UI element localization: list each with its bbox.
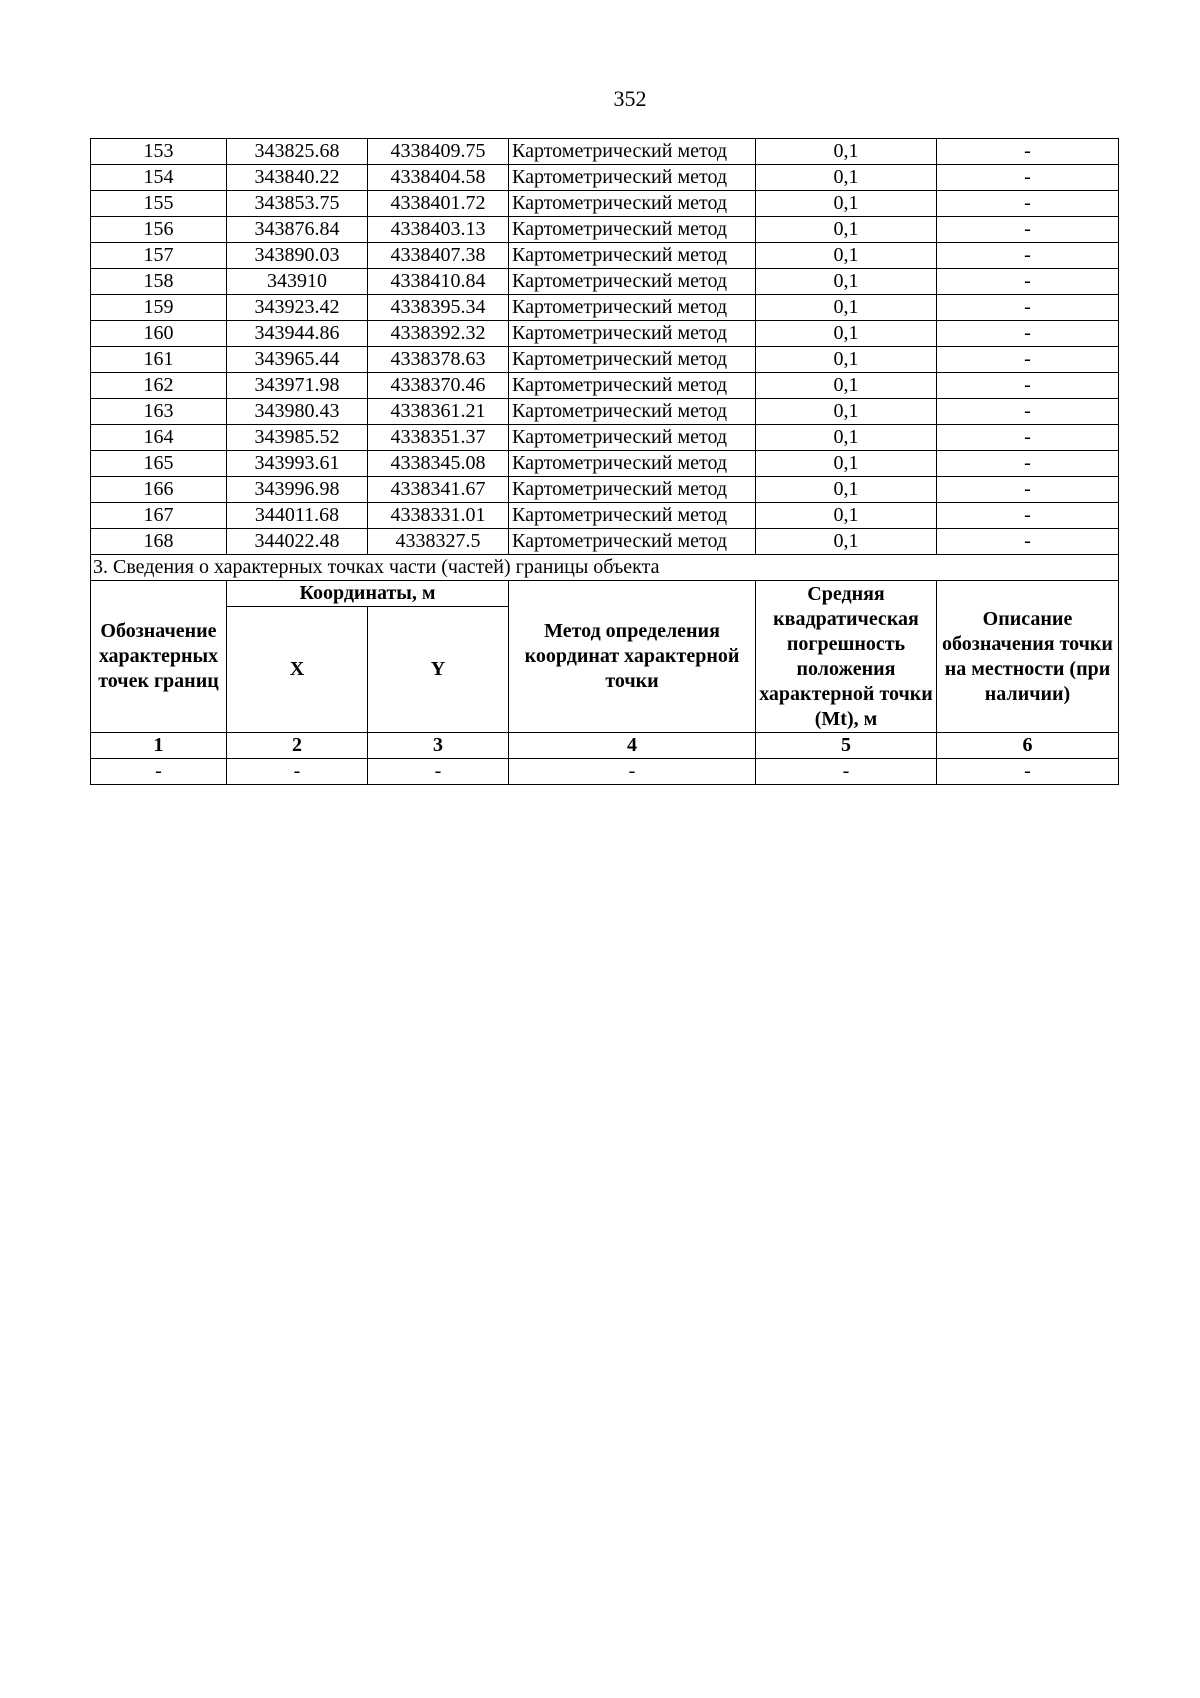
x-coordinate-cell: 343993.61	[227, 451, 368, 477]
mt-cell: 0,1	[756, 399, 937, 425]
mt-cell: 0,1	[756, 503, 937, 529]
point-number-cell: 163	[91, 399, 227, 425]
mt-cell: 0,1	[756, 321, 937, 347]
empty-cell: -	[368, 759, 509, 785]
method-cell: Картометрический метод	[509, 139, 756, 165]
description-cell: -	[937, 139, 1119, 165]
x-coordinate-cell: 343980.43	[227, 399, 368, 425]
mt-cell: 0,1	[756, 373, 937, 399]
y-coordinate-cell: 4338345.08	[368, 451, 509, 477]
column-number: 1	[91, 733, 227, 759]
y-coordinate-cell: 4338341.67	[368, 477, 509, 503]
table-row	[91, 295, 1119, 321]
description-cell: -	[937, 529, 1119, 555]
mt-cell: 0,1	[756, 425, 937, 451]
table-row	[91, 217, 1119, 243]
method-cell: Картометрический метод	[509, 269, 756, 295]
table-row	[91, 477, 1119, 503]
point-rows	[91, 139, 1119, 555]
mt-cell: 0,1	[756, 529, 937, 555]
point-number-cell: 155	[91, 191, 227, 217]
method-cell: Картометрический метод	[509, 165, 756, 191]
point-number-cell: 165	[91, 451, 227, 477]
description-cell: -	[937, 321, 1119, 347]
table-row	[91, 347, 1119, 373]
description-cell: -	[937, 295, 1119, 321]
boundary-points-table	[90, 138, 1119, 785]
method-cell: Картометрический метод	[509, 191, 756, 217]
empty-cell: -	[227, 759, 368, 785]
table-row	[91, 373, 1119, 399]
mt-cell: 0,1	[756, 139, 937, 165]
point-number-cell: 167	[91, 503, 227, 529]
empty-row	[91, 759, 1119, 785]
header-description: Описание обозначения точки на местности (при наличии)	[937, 581, 1119, 733]
x-coordinate-cell: 343985.52	[227, 425, 368, 451]
column-number: 3	[368, 733, 509, 759]
page-number: 352	[613, 86, 647, 111]
header-method: Метод определения координат характерной точки	[509, 581, 756, 733]
description-cell: -	[937, 399, 1119, 425]
x-coordinate-cell: 343890.03	[227, 243, 368, 269]
y-coordinate-cell: 4338392.32	[368, 321, 509, 347]
x-coordinate-cell: 343923.42	[227, 295, 368, 321]
point-number-cell: 168	[91, 529, 227, 555]
method-cell: Картометрический метод	[509, 321, 756, 347]
header-designation: Обозначение характерных точек границ	[91, 581, 227, 733]
empty-cell: -	[937, 759, 1119, 785]
method-cell: Картометрический метод	[509, 295, 756, 321]
point-number-cell: 161	[91, 347, 227, 373]
point-number-cell: 157	[91, 243, 227, 269]
y-coordinate-cell: 4338331.01	[368, 503, 509, 529]
column-number: 2	[227, 733, 368, 759]
description-cell: -	[937, 477, 1119, 503]
mt-cell: 0,1	[756, 451, 937, 477]
y-coordinate-cell: 4338409.75	[368, 139, 509, 165]
x-coordinate-cell: 343971.98	[227, 373, 368, 399]
point-number-cell: 159	[91, 295, 227, 321]
x-coordinate-cell: 344022.48	[227, 529, 368, 555]
mt-cell: 0,1	[756, 477, 937, 503]
description-cell: -	[937, 347, 1119, 373]
table-row	[91, 399, 1119, 425]
table-row	[91, 243, 1119, 269]
y-coordinate-cell: 4338407.38	[368, 243, 509, 269]
column-number: 6	[937, 733, 1119, 759]
mt-cell: 0,1	[756, 269, 937, 295]
empty-cell: -	[509, 759, 756, 785]
y-coordinate-cell: 4338351.37	[368, 425, 509, 451]
header-coordinates: Координаты, м	[227, 581, 509, 607]
description-cell: -	[937, 269, 1119, 295]
column-number: 4	[509, 733, 756, 759]
y-coordinate-cell: 4338327.5	[368, 529, 509, 555]
point-number-cell: 154	[91, 165, 227, 191]
section-3-title: 3. Сведения о характерных точках части (частей) границы объекта	[91, 555, 1119, 581]
mt-cell: 0,1	[756, 347, 937, 373]
x-coordinate-cell: 343840.22	[227, 165, 368, 191]
x-coordinate-cell: 343876.84	[227, 217, 368, 243]
table-row	[91, 165, 1119, 191]
method-cell: Картометрический метод	[509, 503, 756, 529]
x-coordinate-cell: 343825.68	[227, 139, 368, 165]
y-coordinate-cell: 4338404.58	[368, 165, 509, 191]
x-coordinate-cell: 343996.98	[227, 477, 368, 503]
description-cell: -	[937, 373, 1119, 399]
y-coordinate-cell: 4338401.72	[368, 191, 509, 217]
point-number-cell: 160	[91, 321, 227, 347]
header-x: X	[227, 607, 368, 733]
description-cell: -	[937, 425, 1119, 451]
point-number-cell: 162	[91, 373, 227, 399]
method-cell: Картометрический метод	[509, 243, 756, 269]
description-cell: -	[937, 165, 1119, 191]
point-number-cell: 166	[91, 477, 227, 503]
description-cell: -	[937, 451, 1119, 477]
mt-cell: 0,1	[756, 165, 937, 191]
mt-cell: 0,1	[756, 243, 937, 269]
y-coordinate-cell: 4338403.13	[368, 217, 509, 243]
column-number: 5	[756, 733, 937, 759]
description-cell: -	[937, 191, 1119, 217]
y-coordinate-cell: 4338395.34	[368, 295, 509, 321]
y-coordinate-cell: 4338361.21	[368, 399, 509, 425]
x-coordinate-cell: 343944.86	[227, 321, 368, 347]
table-row	[91, 451, 1119, 477]
header-y: Y	[368, 607, 509, 733]
description-cell: -	[937, 243, 1119, 269]
table-row	[91, 503, 1119, 529]
empty-cell: -	[756, 759, 937, 785]
table-row	[91, 139, 1119, 165]
method-cell: Картометрический метод	[509, 425, 756, 451]
method-cell: Картометрический метод	[509, 477, 756, 503]
point-number-cell: 156	[91, 217, 227, 243]
description-cell: -	[937, 503, 1119, 529]
y-coordinate-cell: 4338370.46	[368, 373, 509, 399]
mt-cell: 0,1	[756, 191, 937, 217]
column-numbers-row	[91, 733, 1119, 759]
empty-cell: -	[91, 759, 227, 785]
header-mt: Средняя квадратическая погрешность положения характерной точки (Mt), м	[756, 581, 937, 733]
method-cell: Картометрический метод	[509, 451, 756, 477]
point-number-cell: 153	[91, 139, 227, 165]
point-number-cell: 158	[91, 269, 227, 295]
method-cell: Картометрический метод	[509, 347, 756, 373]
table-row	[91, 529, 1119, 555]
point-number-cell: 164	[91, 425, 227, 451]
x-coordinate-cell: 343965.44	[227, 347, 368, 373]
method-cell: Картометрический метод	[509, 217, 756, 243]
mt-cell: 0,1	[756, 217, 937, 243]
method-cell: Картометрический метод	[509, 529, 756, 555]
method-cell: Картометрический метод	[509, 373, 756, 399]
y-coordinate-cell: 4338410.84	[368, 269, 509, 295]
table-row	[91, 321, 1119, 347]
x-coordinate-cell: 344011.68	[227, 503, 368, 529]
table-row	[91, 191, 1119, 217]
table-row	[91, 269, 1119, 295]
table-row	[91, 425, 1119, 451]
method-cell: Картометрический метод	[509, 399, 756, 425]
description-cell: -	[937, 217, 1119, 243]
y-coordinate-cell: 4338378.63	[368, 347, 509, 373]
x-coordinate-cell: 343853.75	[227, 191, 368, 217]
x-coordinate-cell: 343910	[227, 269, 368, 295]
mt-cell: 0,1	[756, 295, 937, 321]
